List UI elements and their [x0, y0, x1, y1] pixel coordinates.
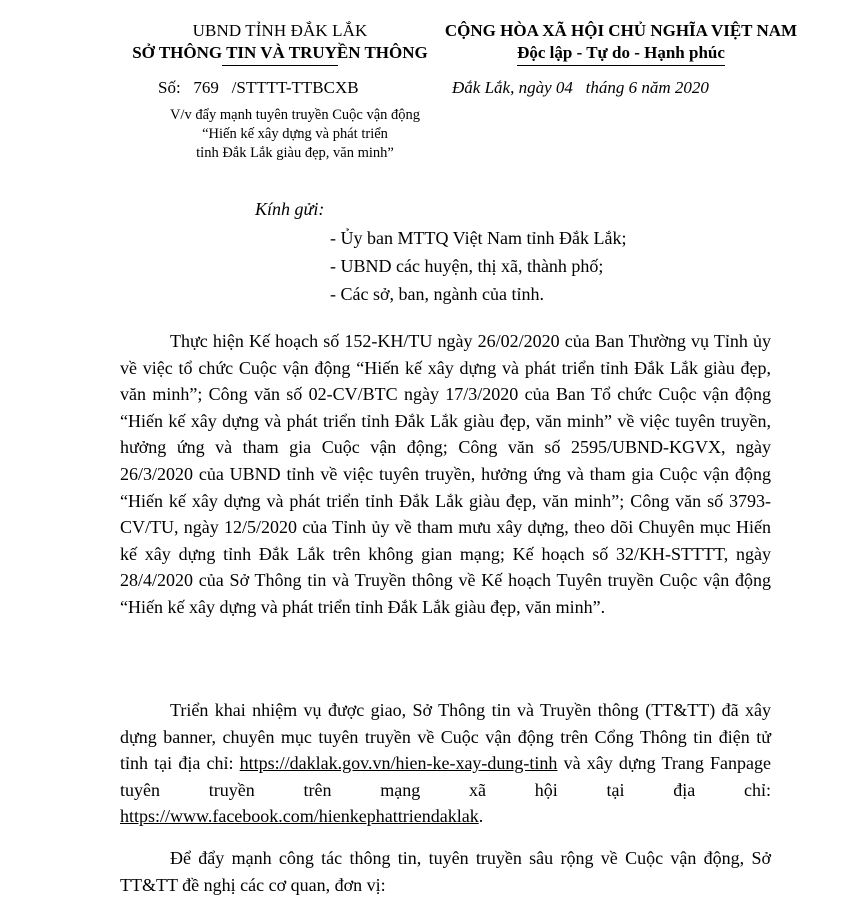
issuing-authority	[110, 20, 450, 64]
national-header	[436, 20, 806, 66]
national-motto: Độc lập - Tự do - Hạnh phúc	[517, 42, 725, 66]
document-date: Đắk Lắk, ngày 04 tháng 6 năm 2020	[452, 78, 709, 97]
subject-line: V/v đẩy mạnh tuyên truyền Cuộc vận động	[169, 107, 421, 123]
portal-link[interactable]: https://daklak.gov.vn/hien-ke-xay-dung-tinh	[239, 753, 558, 774]
paragraph-text: và xây dựng Trang Fanpage tuyên truyền trên mạng xã hội tại địa chỉ:	[120, 753, 772, 800]
recipient-item: - UBND các huyện, thị xã, thành phố;	[330, 256, 604, 276]
addressee-label: Kính gửi:	[255, 199, 325, 219]
recipient-item: - Các sở, ban, ngành của tỉnh.	[330, 284, 544, 304]
body-paragraph: Để đẩy mạnh công tác thông tin, tuyên truyền sâu rộng về Cuộc vận động, Sở TT&TT đề nghị các cơ quan, đơn vị:	[120, 848, 771, 895]
issuing-agency: SỞ THÔNG TIN VÀ TRUYỀN THÔNG	[132, 43, 428, 62]
subject-line: tỉnh Đắk Lắk giàu đẹp, văn minh”	[196, 145, 394, 161]
body-paragraph	[120, 697, 771, 830]
subject-line: “Hiến kế xây dựng và phát triển	[202, 126, 388, 142]
document-subject	[115, 106, 475, 163]
recipient-item: - Ủy ban MTTQ Việt Nam tỉnh Đắk Lắk;	[330, 228, 627, 248]
document-number: Số: 769 /STTTT-TTBCXB	[158, 78, 359, 97]
paragraph-text: Triển khai nhiệm vụ được giao, Sở Thông tin và Truyền thông (TT&TT) đã xây dựng banner, chuyên mục tuyên truyền về Cuộc vận động trên Cổng Thông tin điện tử tỉnh tại địa chỉ:	[120, 700, 771, 774]
national-title: CỘNG HÒA XÃ HỘI CHỦ NGHĨA VIỆT NAM	[444, 21, 798, 40]
paragraph-text: .	[478, 806, 484, 827]
recipient-list	[330, 224, 627, 308]
parent-agency: UBND TỈNH ĐẮK LẮK	[192, 21, 368, 40]
body-paragraph: Thực hiện Kế hoạch số 152-KH/TU ngày 26/02/2020 của Ban Thường vụ Tỉnh ủy về việc tổ chức Cuộc vận động “Hiến kế xây dựng và phát triển tỉnh Đắk Lắk giàu đẹp, văn minh”; Công văn số 02-CV/BTC ngày 17/3/2020 của Ban Tổ chức Cuộc vận động “Hiến kế xây dựng và phát triển tỉnh Đắk Lắk giàu đẹp, văn minh” về việc tuyên truyền, hưởng ứng và tham gia Cuộc vận động; Công văn số 2595/UBND-KGVX, ngày 26/3/2020 của UBND tỉnh về việc tuyên truyền, hưởng ứng và tham gia Cuộc vận động “Hiến kế xây dựng và phát triển tỉnh Đắk Lắk giàu đẹp, văn minh”; Công văn số 3793-CV/TU, ngày 12/5/2020 của Tỉnh ủy về tham mưu xây dựng, theo dõi Chuyên mục Hiến kế xây dựng tỉnh Đắk Lắk trên không gian mạng; Kế hoạch số 32/KH-STTTT, ngày 28/4/2020 của Sở Thông tin và Truyền thông về Kế hoạch Tuyên truyền Cuộc vận động “Hiến kế xây dựng và phát triển tỉnh Đắk Lắk giàu đẹp, văn minh”.	[120, 331, 771, 617]
facebook-link[interactable]: https://www.facebook.com/hienkephattriendaklak	[120, 806, 479, 827]
